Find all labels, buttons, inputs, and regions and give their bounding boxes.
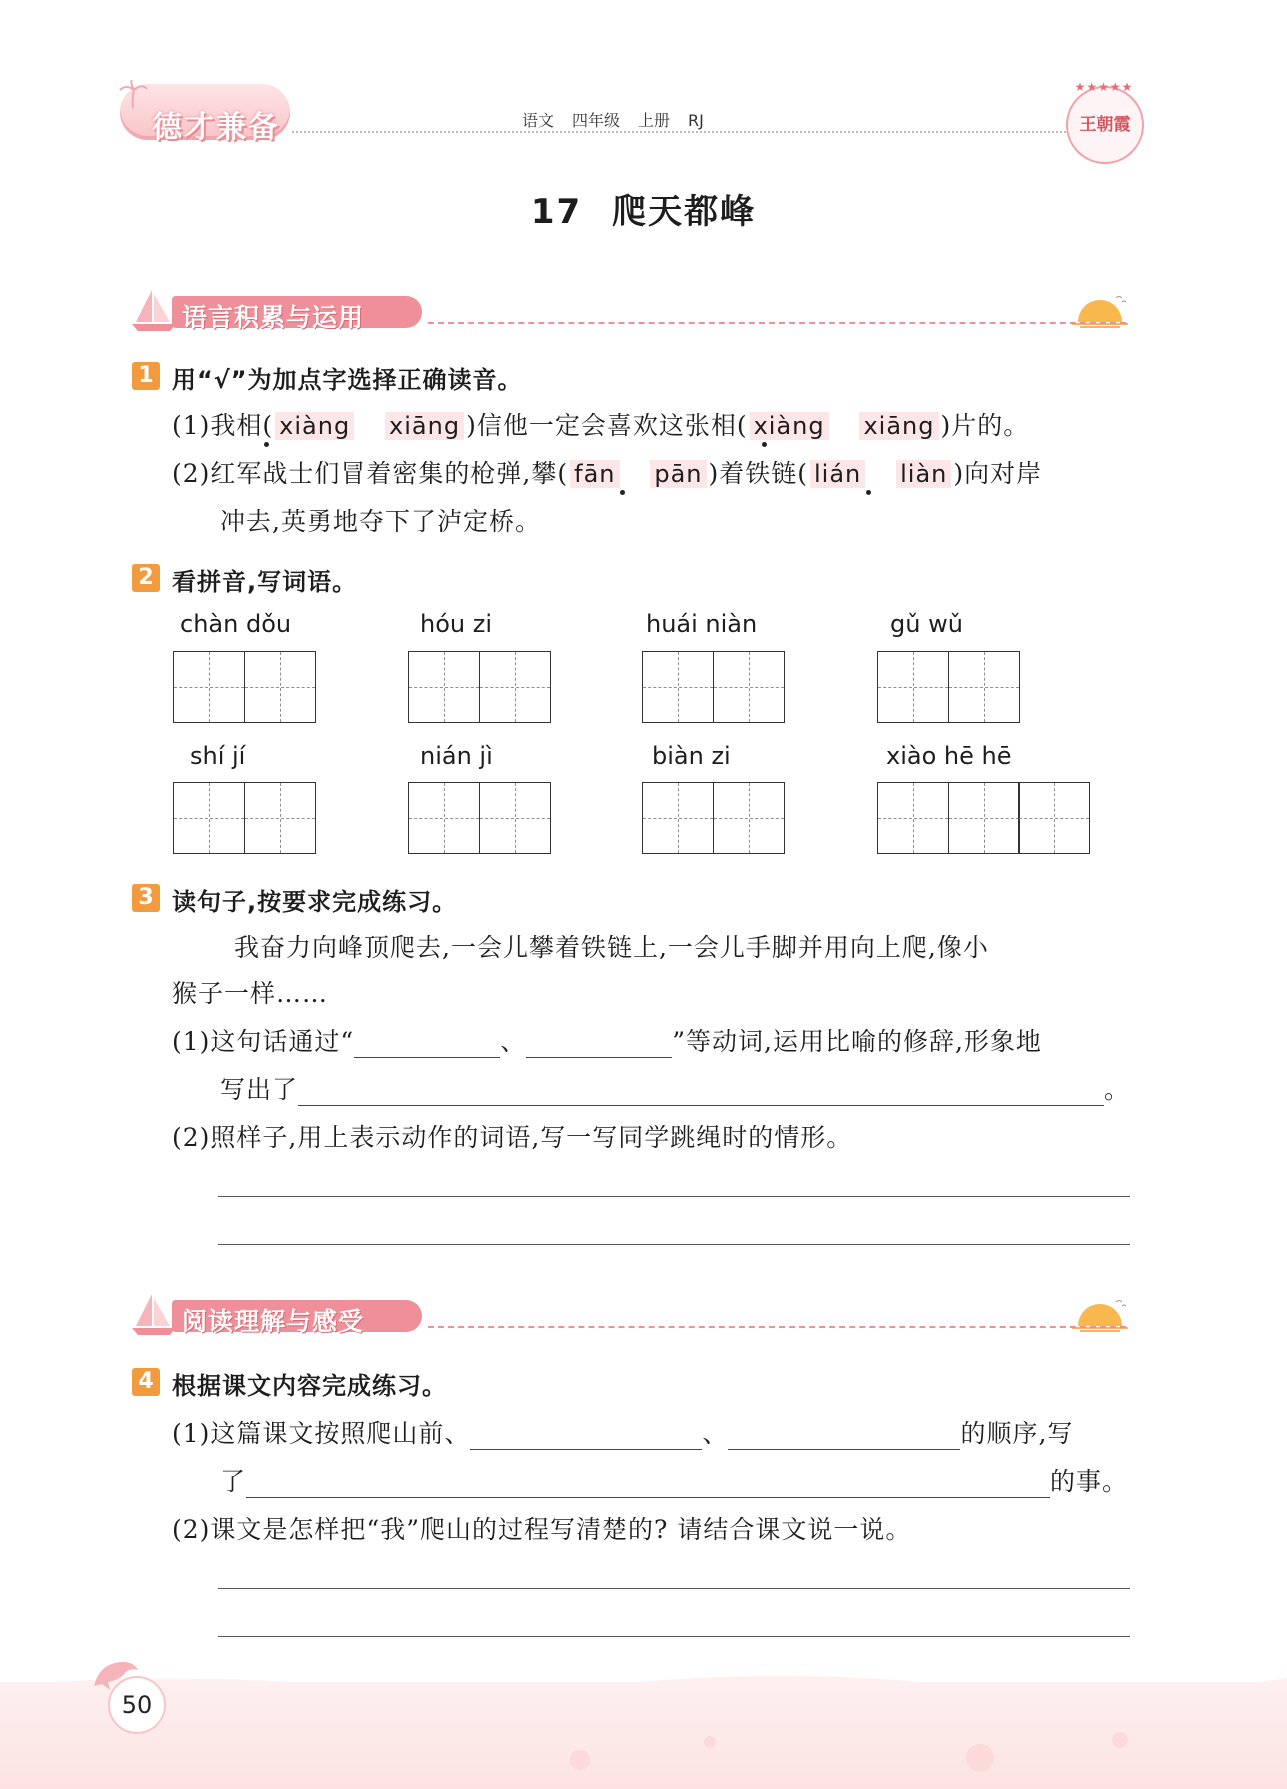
question-number-4: 4 (132, 1368, 160, 1396)
answer-line[interactable] (218, 1588, 1130, 1589)
seal-text: 王朝霞 (1079, 115, 1131, 135)
question-prompt-1: 用“√”为加点字选择正确读音。 (172, 366, 523, 394)
header-grade: 四年级 (572, 111, 621, 130)
pinyin-option[interactable]: fān (570, 460, 619, 488)
lesson-title (0, 184, 1287, 233)
header-info (522, 108, 722, 131)
pinyin-option[interactable]: liàn (896, 460, 951, 488)
pinyin-label: huái niàn (646, 610, 758, 638)
answer-line[interactable] (218, 1196, 1130, 1197)
question-prompt-4: 根据课文内容完成练习。 (172, 1372, 447, 1400)
pinyin-label: shí jí (190, 742, 246, 770)
writing-grid[interactable] (877, 651, 1020, 723)
answer-blank[interactable] (354, 1029, 500, 1058)
section-title: 语言积累与运用 (182, 303, 365, 332)
section-title: 阅读理解与感受 (182, 1307, 365, 1336)
writing-grid[interactable] (642, 782, 785, 854)
q3-text: ”等动词,运用比喻的修辞,形象地 (672, 1027, 1042, 1056)
pinyin-option[interactable]: xiàng (750, 412, 829, 440)
q4-part-1 (172, 1414, 1073, 1450)
q1-text: )向对岸 (953, 459, 1043, 488)
q1-text: (1)我相( (172, 411, 274, 440)
section-divider (428, 1326, 1126, 1328)
question-number-2: 2 (132, 564, 160, 592)
q3-text: 。 (1104, 1075, 1131, 1104)
writing-grid[interactable] (408, 651, 551, 723)
brand-logo-text: 德才兼备 (152, 110, 280, 145)
q1-text: )着铁链( (708, 459, 809, 488)
header-edition: RJ (688, 111, 704, 130)
q4-text: (1)这篇课文按照爬山前、 (172, 1419, 471, 1448)
pinyin-option[interactable]: lián (810, 460, 865, 488)
section-banner-1 (130, 288, 426, 332)
question-prompt-2: 看拼音,写词语。 (172, 568, 358, 596)
q3-text: 写出了 (220, 1075, 299, 1104)
pinyin-label: xiào hē hē (886, 742, 1012, 770)
pinyin-option[interactable]: xiāng (385, 412, 464, 440)
q4-part-2: (2)课文是怎样把“我”爬山的过程写清楚的? 请结合课文说一说。 (172, 1515, 912, 1544)
sunset-icon (1072, 294, 1128, 328)
lesson-number: 17 (530, 192, 583, 232)
emphasis-dot (264, 442, 269, 447)
sailboat-icon (130, 1292, 178, 1336)
pinyin-option[interactable]: pān (650, 460, 706, 488)
q1-line-2 (172, 454, 1042, 490)
answer-blank[interactable] (526, 1029, 672, 1058)
answer-line[interactable] (218, 1636, 1130, 1637)
q4-text: 的事。 (1050, 1467, 1129, 1496)
q1-text: )片的。 (940, 411, 1030, 440)
pinyin-label: hóu zi (420, 610, 492, 638)
answer-blank[interactable] (246, 1469, 1050, 1498)
sunset-icon (1072, 1298, 1128, 1332)
header-subject: 语文 (522, 111, 555, 130)
q4-text: 了 (220, 1467, 247, 1496)
q3-part-1-cont (220, 1070, 1130, 1106)
q3-part-2: (2)照样子,用上表示动作的词语,写一写同学跳绳时的情形。 (172, 1123, 853, 1152)
emphasis-dot (866, 490, 871, 495)
bubble-decoration (560, 1730, 1160, 1780)
q4-text: 的顺序,写 (960, 1419, 1074, 1448)
q4-part-1-cont (220, 1462, 1128, 1498)
q1-line-1 (172, 406, 1029, 442)
emphasis-dot (620, 490, 625, 495)
sailboat-icon (130, 288, 178, 332)
pinyin-label: gǔ wǔ (890, 610, 963, 638)
header-volume: 上册 (638, 111, 671, 130)
writing-grid[interactable] (173, 651, 316, 723)
answer-blank[interactable] (298, 1077, 1104, 1106)
palm-tree-icon (118, 80, 148, 110)
pinyin-option[interactable]: xiàng (275, 412, 354, 440)
q1-line-3: 冲去,英勇地夺下了泸定桥。 (220, 507, 541, 536)
emphasis-dot (762, 442, 767, 447)
question-number-1: 1 (132, 362, 160, 390)
writing-grid[interactable] (642, 651, 785, 723)
answer-blank[interactable] (728, 1421, 960, 1450)
pinyin-label: chàn dǒu (180, 610, 292, 638)
q4-text: 、 (702, 1419, 729, 1448)
pinyin-label: biàn zi (652, 742, 731, 770)
q1-text: )信他一定会喜欢这张相( (466, 411, 748, 440)
section-divider (428, 322, 1126, 324)
pinyin-option[interactable]: xiāng (859, 412, 938, 440)
writing-grid[interactable] (173, 782, 316, 854)
q3-text: (1)这句话通过“ (172, 1027, 355, 1056)
page-number: 50 (108, 1676, 166, 1734)
lesson-name: 爬天都峰 (612, 192, 757, 232)
q3-part-1 (172, 1022, 1042, 1058)
answer-line[interactable] (218, 1244, 1130, 1245)
q3-passage-line-2: 猴子一样…… (172, 979, 329, 1008)
q3-passage-line-1: 我奋力向峰顶爬去,一会儿攀着铁链上,一会儿手脚并用向上爬,像小 (234, 933, 989, 962)
header-divider (292, 131, 1130, 133)
answer-blank[interactable] (470, 1421, 702, 1450)
q3-text: 、 (500, 1027, 527, 1056)
question-prompt-3: 读句子,按要求完成练习。 (172, 888, 458, 916)
writing-grid[interactable] (408, 782, 551, 854)
section-banner-2 (130, 1292, 426, 1336)
q1-text: (2)红军战士们冒着密集的枪弹,攀( (172, 459, 569, 488)
writing-grid[interactable] (877, 782, 1090, 854)
pinyin-label: nián jì (420, 742, 493, 770)
seal-stars-icon: ★★★★★ (1074, 80, 1134, 94)
question-number-3: 3 (132, 884, 160, 912)
